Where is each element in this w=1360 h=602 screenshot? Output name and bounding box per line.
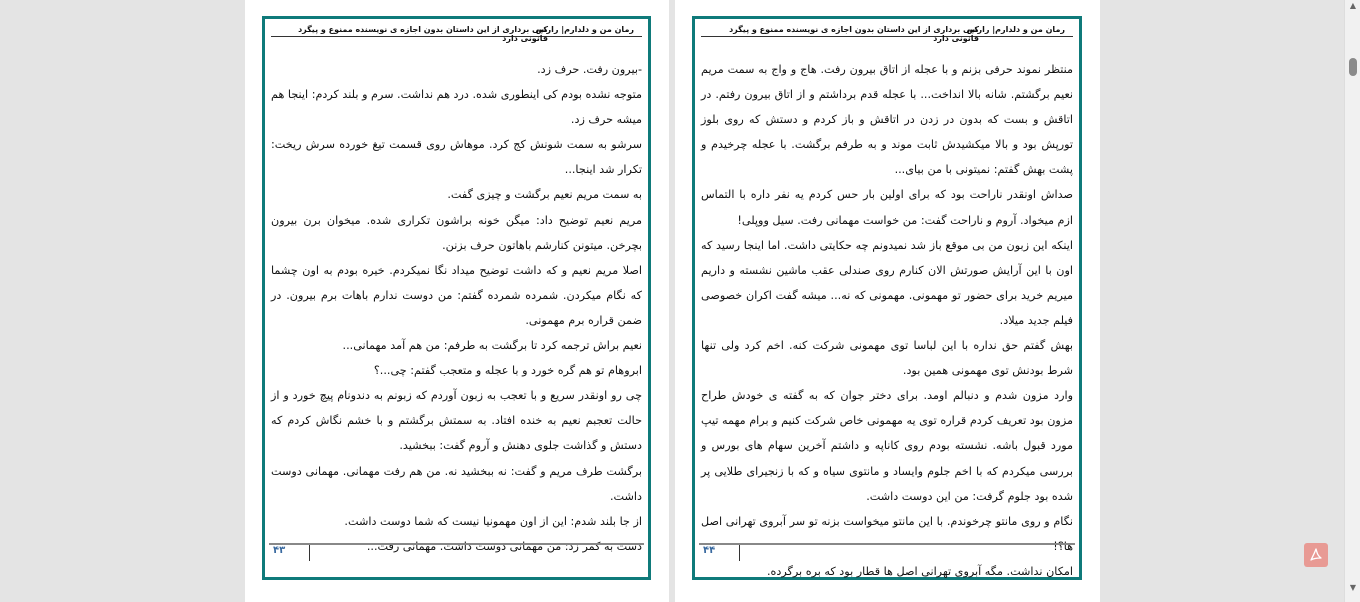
footer-divider	[309, 545, 310, 561]
scroll-thumb[interactable]	[1349, 58, 1357, 76]
footer-divider	[739, 545, 740, 561]
page-number: ۴۴	[703, 545, 716, 556]
paragraph: متوجه نشده بودم کی اینطوری شده. درد هم نداشت. سرم و بلند کردم: اینجا هم میشه حرف زد.	[271, 88, 642, 127]
paragraph: منتظر نموند حرفی بزنم و با عجله از اتاق بیرون رفت. هاج و واج به سمت مریم نعیم برگشتم. شانه بالا انداخت... با عجله قدم برداشتم و از اتاق بیرون رفتم. در اتاقش و بست که بدون در زدن در اتاقش و باز کردم و دستش که روی بلوز تورپش بود و بالا میکشیدش ثابت موند و به طرفم برگشت. با عجله چرخیدم و پشت بهش گفتم: نمیتونی با من بیای...	[701, 63, 1073, 177]
paragraph: بهش گفتم حق نداره با این لباسا توی مهمونی شرکت کنه. اخم کرد ولی تنها شرط بودنش توی مهمونی همین بود.	[701, 339, 1073, 378]
page-footer	[269, 543, 644, 563]
paragraph: سرشو به سمت شونش کج کرد. موهاش روی قسمت تیغ خورده سرش ریخت: تکرار شد اینجا...	[271, 138, 642, 177]
paragraph: چی رو اونقدر سریع و با تعجب به زبون آوردم که زبونم به دندونام پیچ خورد و از حالت تعجبم نعیم به خنده افتاد. به سمتش برگشتم و با خشم نگاش کردم که دستش و گذاشت جلوی دهنش و آروم گفت: ببخشید.	[271, 389, 642, 453]
pdf-icon	[1308, 547, 1324, 563]
paragraph: ابروهام تو هم گره خورد و با عجله و متعجب گفتم: چی...؟	[373, 364, 642, 378]
paragraph: امکان نداشت. مگه آبروی تهرانی اصل ها قطار بود که بره برگرده.	[766, 564, 1073, 578]
page-number: ۴۳	[273, 545, 286, 556]
paragraph: اصلا مریم نعیم و که داشت توضیح میداد نگا نمیکردم. خیره بودم به اون چشما که نگام میکردن. شمرده شمرده گفتم: من دوست ندارم باهات برم بیرون. در ضمن قراره برم مهمونی.	[271, 263, 642, 327]
paragraph: اینکه این زبون من بی موقع باز شد نمیدونم چه حکایتی داشت. اما اینجا رسید که اون با این آرایش صورتش الان کنارم روی صندلی عقب ماشین نشسته و داریم میریم خرید برای حضور تو مهمونی. مهمونی که نه... میشه گفت اکران خصوصی فیلم جدید میلاد.	[701, 238, 1073, 327]
paragraph: به سمت مریم نعیم برگشت و چیزی گفت.	[447, 188, 642, 202]
page-header	[271, 23, 642, 43]
paragraph: نگام و روی مانتو چرخوندم. با این مانتو میخواست بزنه تو سر آبروی تهرانی اصل ها؟!	[701, 514, 1073, 553]
paragraph: صداش اونقدر ناراحت بود که برای اولین بار حس کردم یه نفر داره با التماس ازم میخواد. آروم و ناراحت گفت: من خواست مهمانی رفت. سیل ووپلی!	[701, 188, 1073, 227]
page-footer	[699, 543, 1075, 563]
page-body	[701, 57, 1073, 584]
header-copyright: کپی برداری از این داستان بدون اجازه ی نویسنده ممنوع و پیگرد قانونی دارد	[729, 25, 979, 43]
header-title: رمان من و دلدارم| رارس	[535, 25, 634, 34]
page-frame-43	[262, 16, 651, 580]
paragraph: -بیرون رفت. حرف زد.	[537, 63, 642, 76]
page-body	[271, 57, 642, 559]
paragraph: مریم نعیم توضیح داد: میگن خونه براشون تکراری شده. میخوان برن بیرون بچرخن. میتونن کنارشم باهاتون حرف بزنن.	[271, 213, 642, 252]
paragraph: نعیم براش ترجمه کرد تا برگشت به طرفم: من هم آمد مهمانی...	[342, 339, 642, 353]
scroll-down-arrow-icon[interactable]: ▼	[1349, 583, 1357, 592]
header-title: رمان من و دلدارم| رارس	[966, 25, 1065, 34]
header-copyright: کپی برداری از این داستان بدون اجازه ی نویسنده ممنوع و پیگرد قانونی دارد	[298, 25, 548, 43]
paragraph: دست به کمر زد: من مهمانی دوست داشت. مهمانی رفت...	[366, 539, 642, 553]
paragraph: از جا بلند شدم: این از اون مهمونیا نیست که شما دوست داشت.	[344, 514, 642, 528]
vertical-scrollbar[interactable]	[1344, 0, 1360, 602]
pdf-download-button[interactable]	[1304, 543, 1328, 567]
scroll-up-arrow-icon[interactable]: ▲	[1349, 1, 1357, 10]
paragraph: وارد مزون شدم و دنبالم اومد. برای دختر جوان که به گفته ی خودش طراح مزون بود تعریف کردم قراره توی یه مهمونی خاص شرکت کنیم و برام مهمه تیپ مورد قبول باشه. نشسته بودم روی کاناپه و داشتم آخرین سهام های بورس و بررسی میکردم که با اخم جلوم وایساد و مانتوی سیاه و که با زنجیرای طلایی پر شده بود جلوم گرفت: من این دوست داشت.	[701, 389, 1073, 503]
page-frame-44	[692, 16, 1082, 580]
page-header	[701, 23, 1073, 43]
paragraph: برگشت طرف مریم و گفت: نه ببخشید نه. من هم رفت مهمانی. مهمانی دوست داشت.	[271, 464, 642, 503]
